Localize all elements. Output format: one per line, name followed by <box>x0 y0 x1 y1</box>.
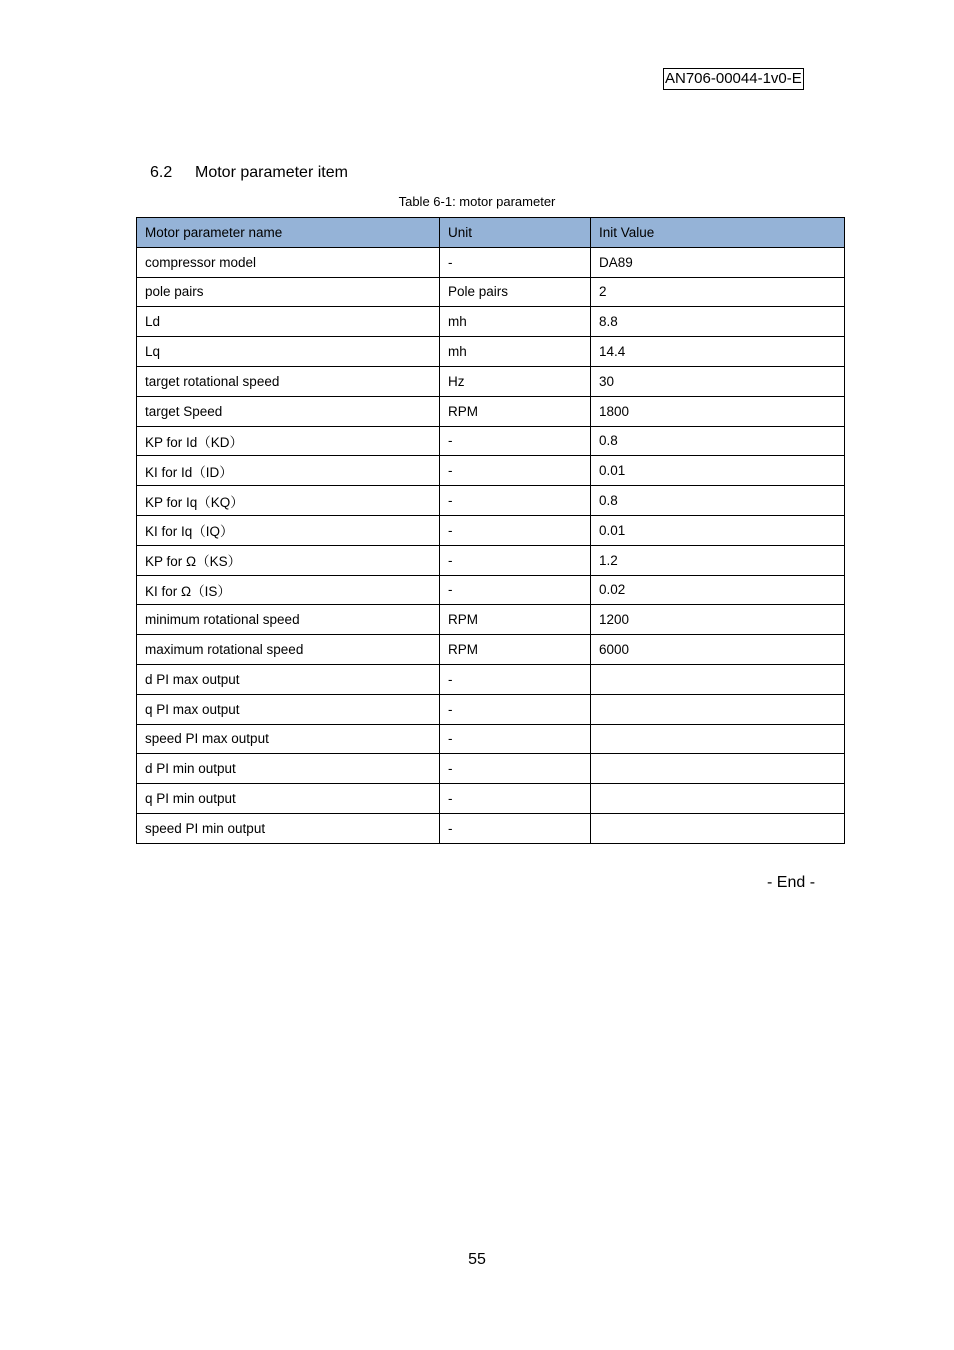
table-row <box>137 813 845 843</box>
document-id: AN706-00044-1v0-E <box>663 68 804 90</box>
table-row <box>137 664 845 694</box>
cell-unit: - <box>440 486 591 516</box>
cell-unit: RPM <box>440 396 591 426</box>
cell-parameter-name: d PI min output <box>137 754 440 784</box>
cell-parameter-name: maximum rotational speed <box>137 635 440 665</box>
cell-parameter-name: KP for Iq（KQ） <box>137 486 440 516</box>
cell-unit: - <box>440 664 591 694</box>
table-row <box>137 426 845 456</box>
cell-init-value <box>591 664 845 694</box>
cell-unit: - <box>440 694 591 724</box>
cell-init-value: 1800 <box>591 396 845 426</box>
cell-unit: - <box>440 575 591 605</box>
cell-parameter-name: KI for Ω（IS） <box>137 575 440 605</box>
cell-unit: - <box>440 247 591 277</box>
table-row <box>137 456 845 486</box>
cell-parameter-name: Ld <box>137 307 440 337</box>
cell-parameter-name: Lq <box>137 337 440 367</box>
cell-unit: - <box>440 545 591 575</box>
cell-init-value: 1200 <box>591 605 845 635</box>
table-row <box>137 337 845 367</box>
cell-init-value: 2 <box>591 277 845 307</box>
cell-init-value: 30 <box>591 366 845 396</box>
table-row <box>137 396 845 426</box>
table-row <box>137 754 845 784</box>
cell-unit: - <box>440 426 591 456</box>
cell-unit: Pole pairs <box>440 277 591 307</box>
cell-unit: - <box>440 456 591 486</box>
cell-parameter-name: speed PI min output <box>137 813 440 843</box>
cell-parameter-name: KP for Ω（KS） <box>137 545 440 575</box>
cell-init-value <box>591 724 845 754</box>
cell-unit: - <box>440 813 591 843</box>
cell-parameter-name: minimum rotational speed <box>137 605 440 635</box>
table-row <box>137 247 845 277</box>
column-header-name: Motor parameter name <box>137 218 440 248</box>
cell-unit: Hz <box>440 366 591 396</box>
cell-parameter-name: KP for Id（KD） <box>137 426 440 456</box>
cell-unit: - <box>440 515 591 545</box>
table-row <box>137 724 845 754</box>
cell-parameter-name: KI for Iq（IQ） <box>137 515 440 545</box>
cell-init-value: 1.2 <box>591 545 845 575</box>
end-mark: - End - <box>767 874 816 891</box>
cell-init-value: 0.8 <box>591 486 845 516</box>
cell-parameter-name: d PI max output <box>137 664 440 694</box>
cell-unit: - <box>440 784 591 814</box>
table-row <box>137 694 845 724</box>
cell-init-value: 6000 <box>591 635 845 665</box>
cell-parameter-name: q PI max output <box>137 694 440 724</box>
cell-parameter-name: compressor model <box>137 247 440 277</box>
table-row <box>137 784 845 814</box>
cell-unit: RPM <box>440 635 591 665</box>
cell-parameter-name: pole pairs <box>137 277 440 307</box>
section-number: 6.2 <box>150 164 173 181</box>
cell-parameter-name: q PI min output <box>137 784 440 814</box>
cell-init-value <box>591 694 845 724</box>
cell-init-value <box>591 784 845 814</box>
cell-unit: - <box>440 754 591 784</box>
table-row <box>137 277 845 307</box>
table-row <box>137 605 845 635</box>
motor-parameter-table <box>136 217 845 844</box>
table-header-row <box>137 218 845 248</box>
table-row <box>137 545 845 575</box>
table-row <box>137 575 845 605</box>
cell-init-value: DA89 <box>591 247 845 277</box>
cell-init-value: 0.8 <box>591 426 845 456</box>
cell-parameter-name: target rotational speed <box>137 366 440 396</box>
cell-parameter-name: KI for Id（ID） <box>137 456 440 486</box>
cell-init-value: 0.02 <box>591 575 845 605</box>
cell-init-value: 14.4 <box>591 337 845 367</box>
cell-unit: mh <box>440 307 591 337</box>
table-row <box>137 307 845 337</box>
table-body <box>137 247 845 843</box>
cell-init-value: 0.01 <box>591 456 845 486</box>
cell-init-value: 0.01 <box>591 515 845 545</box>
cell-init-value: 8.8 <box>591 307 845 337</box>
table-caption: Table 6-1: motor parameter <box>398 194 556 209</box>
cell-parameter-name: speed PI max output <box>137 724 440 754</box>
cell-unit: - <box>440 724 591 754</box>
cell-init-value <box>591 754 845 784</box>
table-row <box>137 366 845 396</box>
cell-init-value <box>591 813 845 843</box>
column-header-unit: Unit <box>440 218 591 248</box>
table-row <box>137 635 845 665</box>
table-row <box>137 486 845 516</box>
column-header-init-value: Init Value <box>591 218 845 248</box>
section-heading <box>150 163 348 183</box>
table-row <box>137 515 845 545</box>
cell-unit: RPM <box>440 605 591 635</box>
cell-parameter-name: target Speed <box>137 396 440 426</box>
page-number: 55 <box>468 1251 486 1268</box>
cell-unit: mh <box>440 337 591 367</box>
section-title: Motor parameter item <box>195 164 348 181</box>
